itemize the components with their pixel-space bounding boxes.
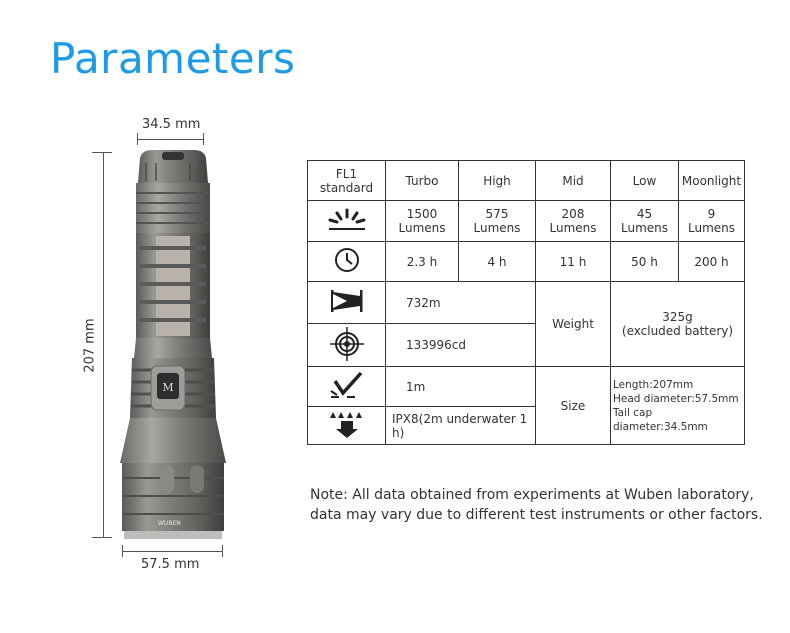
size-value: Length:207mm Head diameter:57.5mm Tail cap diameter:34.5mm xyxy=(611,367,745,445)
runtime-high: 4 h xyxy=(459,242,536,282)
lumens-low: 45 Lumens xyxy=(611,201,679,242)
impact-resistance-icon xyxy=(308,367,386,407)
lumens-high: 575 Lumens xyxy=(459,201,536,242)
runtime-mid: 11 h xyxy=(536,242,611,282)
lumens-moonlight: 9 Lumens xyxy=(679,201,745,242)
side-dimension-tick-top xyxy=(92,152,112,153)
header-high: High xyxy=(459,161,536,201)
side-dimension-tick-bottom xyxy=(92,537,112,538)
spec-table xyxy=(307,160,745,445)
brand-mark: WUBEN xyxy=(158,520,181,527)
waterproof-icon xyxy=(308,407,386,445)
runtime-moonlight: 200 h xyxy=(679,242,745,282)
lumens-mid: 208 Lumens xyxy=(536,201,611,242)
header-moonlight: Moonlight xyxy=(679,161,745,201)
beam-distance-icon xyxy=(308,282,386,324)
runtime-low: 50 h xyxy=(611,242,679,282)
top-dimension-tick-left xyxy=(137,133,138,145)
lumens-turbo: 1500 Lumens xyxy=(386,201,459,242)
weight-label: Weight xyxy=(536,282,611,367)
header-fl1-standard: FL1 standard xyxy=(308,161,386,201)
side-dimension-label: 207 mm xyxy=(82,318,98,373)
runtime-turbo: 2.3 h xyxy=(386,242,459,282)
flashlight-image xyxy=(118,148,228,543)
impact-value: 1m xyxy=(386,367,536,407)
top-dimension-line xyxy=(137,139,204,140)
beam-distance-value: 732m xyxy=(386,282,536,324)
bottom-dimension-label: 57.5 mm xyxy=(141,557,200,572)
intensity-value: 133996cd xyxy=(386,324,536,367)
header-mid: Mid xyxy=(536,161,611,201)
svg-text:M: M xyxy=(162,381,174,394)
bottom-dimension-tick-right xyxy=(222,545,223,557)
waterproof-value: IPX8(2m underwater 1 h) xyxy=(386,407,536,445)
weight-value: 325g (excluded battery) xyxy=(611,282,745,367)
header-turbo: Turbo xyxy=(386,161,459,201)
note-text: Note: All data obtained from experiments at Wuben laboratory, data may vary due to different test instruments or other factors. xyxy=(310,487,763,523)
top-dimension-label: 34.5 mm xyxy=(142,117,201,132)
header-low: Low xyxy=(611,161,679,201)
brightness-icon xyxy=(308,201,386,242)
size-label: Size xyxy=(536,367,611,445)
clock-icon xyxy=(308,242,386,282)
top-dimension-tick-right xyxy=(203,133,204,145)
bottom-dimension-line xyxy=(122,551,223,552)
page-title: Parameters xyxy=(50,34,296,83)
bottom-dimension-tick-left xyxy=(122,545,123,557)
side-dimension-line xyxy=(103,152,104,537)
target-icon xyxy=(308,324,386,367)
